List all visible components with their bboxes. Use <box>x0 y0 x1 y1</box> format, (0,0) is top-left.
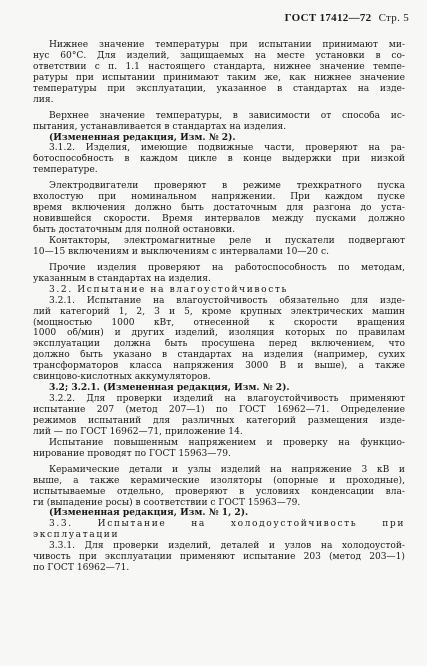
text-line: нирование проводят по ГОСТ 15963—79. <box>33 448 231 459</box>
text-line: Верхнее значение температуры, в зависимости от способа ис- <box>49 110 405 121</box>
text-line: вхолостую при номинальном напряжении. При каждом пуске <box>33 192 405 203</box>
text-line: 3.1.2. Изделия, имеющие подвижные части, проверяют на ра- <box>49 143 405 154</box>
text-line: пытания, устанавливается в стандартах на изделия. <box>33 121 287 132</box>
standard-number: ГОСТ 17412—72 <box>284 12 372 24</box>
text-line: 3.3.1. Для проверки изделий, деталей и узлов на холодоустой- <box>49 541 405 552</box>
text-line: выше, а также керамические изоляторы (опорные и проходные), <box>33 475 405 486</box>
text-line: ответствии с п. 1.1 настоящего стандарта, нижнее значение темпе- <box>33 61 405 72</box>
text-line: эксплуатации <box>33 530 120 541</box>
text-line: ратуры при испытании принимают таким же, как нижнее значение <box>33 72 405 83</box>
text-line: трансформаторов класса напряжения 3000 В и выше), а также <box>33 361 405 372</box>
text-line: температуре. <box>33 165 98 176</box>
text-line: эксплуатации должна быть просушена перед включением, что <box>33 339 405 350</box>
text-line: Электродвигатели проверяют в режиме трехкратного пуска <box>49 181 405 192</box>
page-header <box>285 12 409 24</box>
text-line: по ГОСТ 16962—71. <box>33 563 130 574</box>
text-line: 3.2.1. Испытание на влагоустойчивость обязательно для изде- <box>49 295 405 306</box>
text-line: должно быть указано в стандартах на изделия (например, сухих <box>33 350 405 361</box>
page-number: Стр. 5 <box>378 12 409 24</box>
text-line: время включения должно быть достаточным для разгона до уста- <box>33 203 405 214</box>
text-line: Керамические детали и узлы изделий на напряжение 3 кВ и <box>49 464 405 475</box>
text-line: ботоспособность в каждом цикле в конце выдержки при низкой <box>33 154 405 165</box>
text-line: 3.2.2. Для проверки изделий на влагоустойчивость применяют <box>49 394 405 405</box>
text-line: температуры при эксплуатации, указанное в стандартах на изде- <box>33 83 405 94</box>
text-line: чивость при эксплуатации применяют испытание 203 (метод 203—1) <box>33 552 405 563</box>
text-line: Прочие изделия проверяют на работоспособность по методам, <box>49 262 405 273</box>
text-line: ги (выпадение росы) в соответствии с ГОСТ 15963—79. <box>33 497 301 508</box>
text-line: Контакторы, электромагнитные реле и пускатели подвергают <box>49 235 405 246</box>
text-line: лий — по ГОСТ 16962—71, приложение 14. <box>33 426 243 437</box>
text-line: (Измененная редакция, Изм. № 1, 2). <box>49 508 249 519</box>
text-line: (Измененная редакция, Изм. № 2). <box>49 132 236 143</box>
text-line: лий категорий 1, 2, 3 и 5, кроме крупных электрических машин <box>33 306 405 317</box>
text-line: указанным в стандартах на изделия. <box>33 273 211 284</box>
text-line: Испытание повышенным напряжением и проверку на функцио- <box>49 437 405 448</box>
text-line: 1000 об/мин) и других изделий, изоляция которых по правилам <box>33 328 405 339</box>
text-line: свинцово-кислотных аккумуляторов. <box>33 372 211 383</box>
text-line: быть достаточным для полной остановки. <box>33 225 236 235</box>
text-line: испытание 207 (метод 207—1) по ГОСТ 16962—71. Определение <box>33 405 405 415</box>
text-line: испытываемые отдельно, проверяют в условиях конденсации вла- <box>33 486 405 497</box>
text-line: 10—15 включениям и выключениям с интервалами 10—20 с. <box>33 246 329 257</box>
text-line: 3.3. Испытание на холодоустойчивость при <box>49 519 405 530</box>
body-text <box>33 40 405 574</box>
text-line: Нижнее значение температуры при испытании принимают ми- <box>49 40 405 50</box>
text-line: новившейся скорости. Время интервалов между пусками должно <box>33 214 405 225</box>
text-line: лия. <box>33 94 54 105</box>
text-line: нус 60°С. Для изделий, защищаемых на месте установки в со- <box>33 50 405 61</box>
text-line: 3.2; 3.2.1. (Измененная редакция, Изм. № 2). <box>49 383 290 394</box>
text-line: 3.2. Испытание на влагоустойчивость <box>49 284 289 295</box>
text-line: режимов испытаний для различных категорий размещения изде- <box>33 415 405 426</box>
text-line: (мощностью 1000 кВт, отнесенной к скорости вращения <box>33 317 405 328</box>
